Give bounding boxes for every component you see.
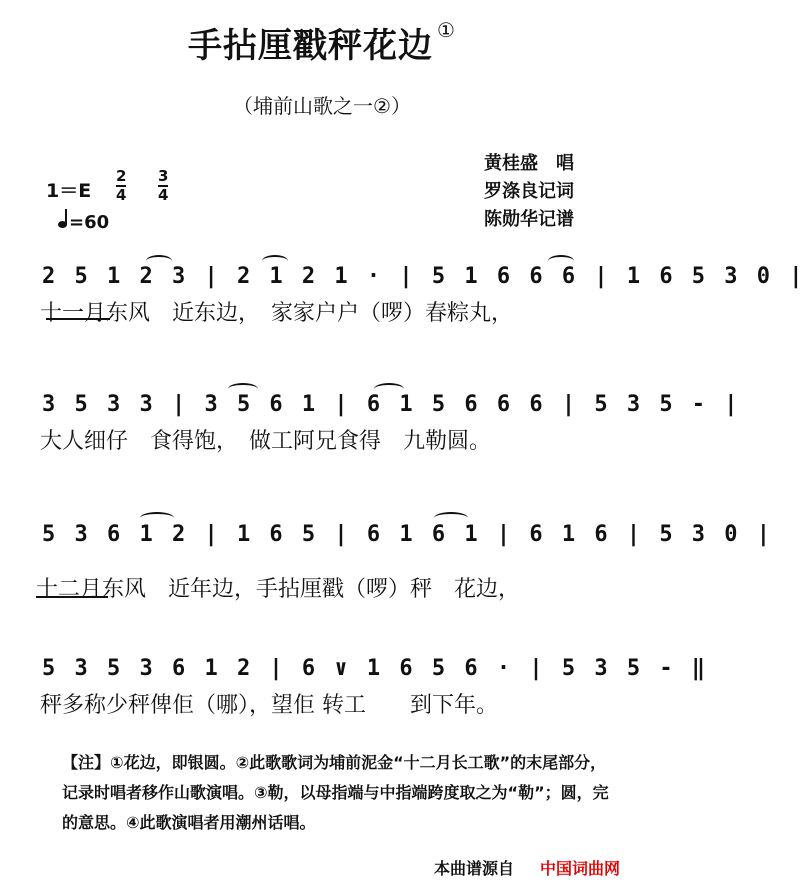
title-footnote-mark: ① xyxy=(437,18,456,42)
lyrics-row-4: 秤多称少秤俾佢（哪），望佢 转工 到下年。 xyxy=(40,693,498,718)
credits xyxy=(484,150,574,234)
footnotes-text: ①花边，即银圆。②此歌歌词为埔前泥金“十二月长工歌”的末尾部分，记录时唱者移作山歌演唱。③勒，以母指端与中指端跨度取之为“勒”；圆，完的意思。④此歌演唱者用潮州话唱。 xyxy=(62,753,609,832)
footnotes-tag: 【注】 xyxy=(62,753,111,772)
site-name[interactable]: 中国词曲网 xyxy=(540,859,621,878)
slur xyxy=(434,512,468,524)
key-signature: 1＝E xyxy=(46,180,92,202)
footnotes xyxy=(62,748,622,838)
slur xyxy=(262,255,288,267)
slur xyxy=(374,383,404,395)
notation-row-3: 5 3 6 1 2 | 1 6 5 | 6 1 6 1 | 6 1 6 | 5 3 0 | xyxy=(42,522,774,547)
time-signature-1: 2 4 xyxy=(116,167,127,204)
notation-row-1: 2 5 1 2 3 | 2 1 2 1 · | 5 1 6 6 6 | 1 6 5 3 0 | xyxy=(42,264,806,289)
credit-lyrics: 罗涤良记词 xyxy=(484,181,574,202)
quarter-note-icon xyxy=(58,221,67,228)
song-title: 手拈厘戳秤花边 ① xyxy=(188,18,456,66)
credit-score: 陈勋华记谱 xyxy=(484,209,574,230)
slur xyxy=(140,512,174,524)
source-label: 本曲谱源自 xyxy=(434,859,515,878)
tempo-marking: =60 xyxy=(58,212,109,233)
time-signature-2: 3 4 xyxy=(158,167,169,204)
lyrics-row-3: 十二月东风 近年边，手拈厘戳（啰）秤 花边， xyxy=(36,577,521,602)
slur xyxy=(548,255,574,267)
notation-row-2: 3 5 3 3 | 3 5 6 1 | 6 1 5 6 6 6 | 5 3 5 - | xyxy=(42,392,741,417)
slur xyxy=(228,383,258,395)
slur xyxy=(146,255,172,267)
credit-singer: 黄桂盛 唱 xyxy=(484,153,574,174)
lyrics-row-1: 十一月东风 近东边， 家家户户（啰）春粽丸， xyxy=(40,301,514,326)
notation-row-4: 5 3 5 3 6 1 2 | 6 ∨ 1 6 5 6 · | 5 3 5 - ‖ xyxy=(42,656,709,681)
lyrics-row-2: 大人细仔 食得饱， 做工阿兄食得 九勒圆。 xyxy=(40,429,492,454)
song-subtitle: （埔前山歌之一②） xyxy=(233,94,411,118)
